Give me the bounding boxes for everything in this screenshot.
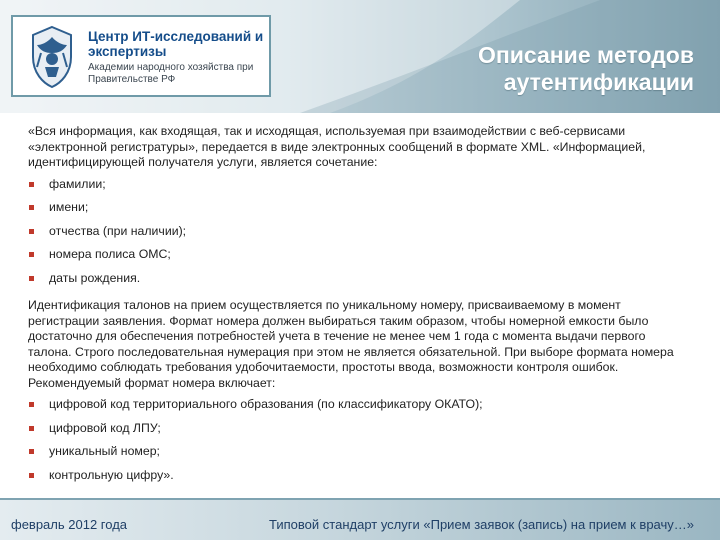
list-item: [28, 444, 688, 468]
list-item: [28, 271, 688, 295]
header-banner: [0, 0, 720, 113]
list-item: [28, 177, 688, 201]
intro-paragraph: «Вся информация, как входящая, так и исходящая, используемая при взаимодействии с веб-сервисами «электронной регистратуры», передается в виде электронных сообщений в формате XML. «Информацией, идентифицирующей получателя услуги, является сочетание:: [28, 124, 646, 169]
list-item-text: отчества (при наличии);: [49, 223, 187, 238]
bullet-square-icon: [29, 182, 34, 187]
list-item: [28, 247, 688, 271]
bullet-square-icon: [29, 473, 34, 478]
emblem-icon: [23, 23, 81, 91]
bullet-square-icon: [29, 276, 34, 281]
list-item-text: имени;: [49, 200, 89, 214]
slide-body: [28, 124, 688, 495]
list-item: [28, 421, 688, 445]
list-item-text: цифровой код ЛПУ;: [49, 420, 161, 435]
list-item: [28, 200, 688, 224]
list-item-text: фамилии;: [49, 176, 106, 191]
identification-list: [28, 177, 688, 295]
numbering-paragraph: Идентификация талонов на прием осуществляется по уникальному номеру, присваиваемому в момент регистрации заявления. Формат номера должен выбираться таким образом, чтобы номерной емкости было достаточно для обеспечения потребностей учета в течение не менее чем 1 года с момента выдачи первого талона. Строго последовательная нумерация при этом не является обязательной. При выборе формата номера необходимо соблюдать требования удобочитаемости, простоты ввода, возможности контроля ошибок. Рекомендуемый формат номера включает:: [28, 298, 674, 390]
list-item-text: контрольную цифру».: [49, 467, 174, 482]
bullet-square-icon: [29, 205, 34, 210]
slide-title: Описание методов аутентификации: [478, 42, 694, 95]
bullet-square-icon: [29, 402, 34, 407]
list-item: [28, 397, 688, 421]
logo-subtitle: Академии народного хозяйства при Правительстве РФ: [88, 62, 254, 85]
bullet-square-icon: [29, 229, 34, 234]
bullet-square-icon: [29, 426, 34, 431]
bullet-square-icon: [29, 252, 34, 257]
number-format-list: [28, 397, 688, 491]
list-item-text: цифровой код территориального образования (по классификатору ОКАТО);: [49, 397, 483, 411]
logo-title: Центр ИТ-исследований и экспертизы: [88, 29, 264, 59]
list-item-text: номера полиса ОМС;: [49, 247, 171, 261]
bullet-square-icon: [29, 449, 34, 454]
footer-divider: [0, 498, 720, 500]
list-item-text: уникальный номер;: [49, 444, 160, 458]
list-item-text: даты рождения.: [49, 270, 141, 285]
footer-date: февраль 2012 года: [11, 517, 128, 532]
logo: [11, 15, 271, 97]
list-item: [28, 224, 688, 248]
list-item: [28, 468, 688, 492]
footer-caption: Типовой стандарт услуги «Прием заявок (запись) на прием к врачу…»: [269, 517, 694, 532]
